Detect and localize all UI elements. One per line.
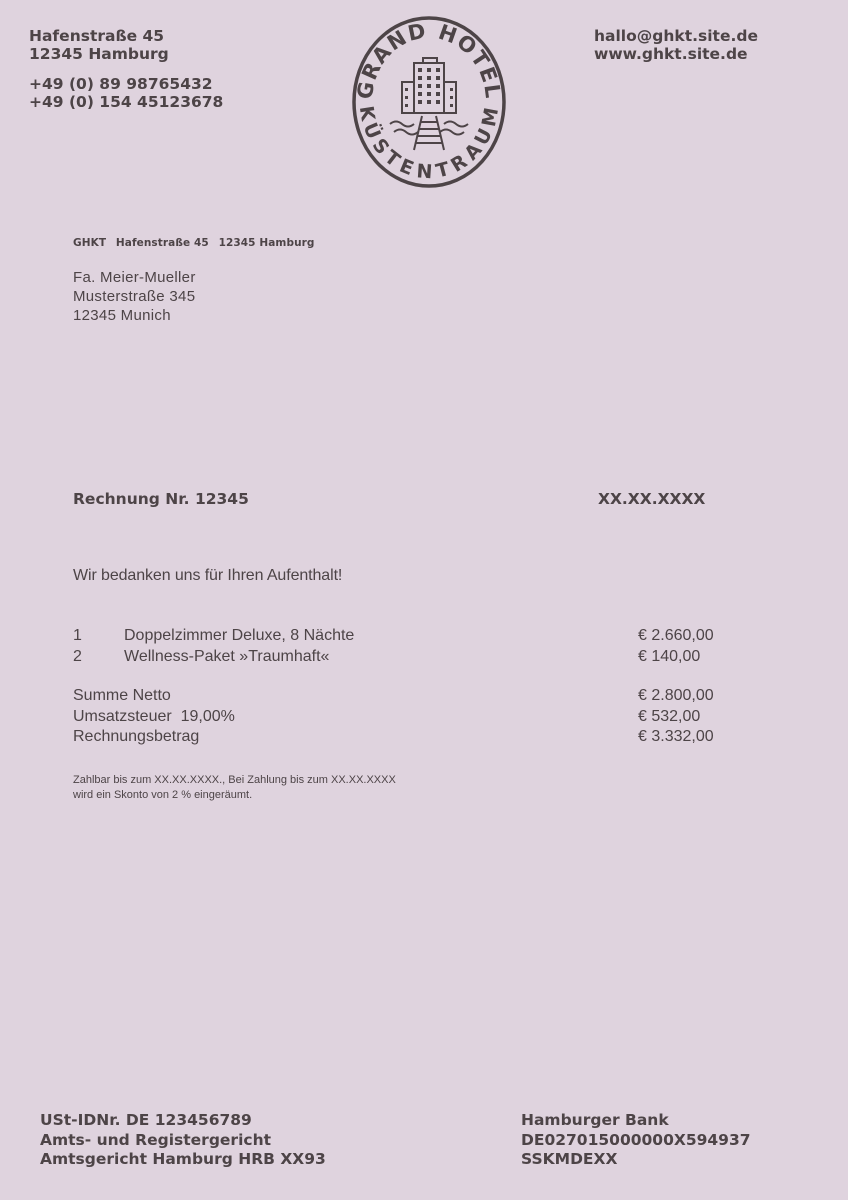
invoice-totals — [73, 686, 723, 748]
totals-label: Rechnungsbetrag — [73, 728, 200, 745]
totals-row — [73, 707, 723, 728]
list-item — [73, 626, 723, 647]
list-item — [73, 647, 723, 668]
sender-return-line — [73, 237, 321, 249]
totals-value: € 532,00 — [638, 707, 701, 725]
sender-street: Hafenstraße 45 — [115, 237, 209, 249]
svg-text:GRAND HOTEL — [353, 19, 506, 101]
invoice-title: Rechnung Nr. 12345 — [73, 490, 249, 508]
footer-register-court: Amtsgericht Hamburg HRB XX93 — [40, 1150, 326, 1168]
header-email: hallo@ghkt.site.de — [594, 27, 758, 45]
item-price: € 140,00 — [638, 647, 701, 665]
item-price: € 2.660,00 — [638, 627, 714, 644]
hotel-logo — [350, 14, 508, 188]
sender-city: 12345 Hamburg — [218, 237, 315, 249]
recipient-city: 12345 Munich — [73, 307, 171, 324]
totals-value: € 2.800,00 — [638, 687, 714, 704]
payment-note-line-2: wird ein Skonto von 2 % eingeräumt. — [73, 788, 253, 801]
invoice-date: XX.XX.XXXX — [598, 490, 706, 508]
logo-text-bottom: KÜSTENTRAUM — [355, 104, 503, 183]
totals-label: Summe Netto — [73, 687, 171, 704]
header-city: 12345 Hamburg — [29, 45, 169, 63]
totals-row — [73, 686, 723, 707]
recipient-street: Musterstraße 345 — [73, 288, 196, 305]
footer-bic: SSKMDEXX — [521, 1150, 618, 1168]
item-number: 1 — [73, 627, 82, 644]
footer-legal — [40, 1111, 326, 1170]
item-description: Wellness-Paket »Traumhaft« — [124, 647, 330, 665]
hotel-building-icon — [350, 14, 508, 188]
totals-row — [73, 727, 723, 748]
sender-company: GHKT — [73, 237, 107, 249]
payment-note-line-1: Zahlbar bis zum XX.XX.XXXX., Bei Zahlung bis zum XX.XX.XXXX — [73, 774, 396, 786]
totals-value: € 3.332,00 — [638, 728, 714, 745]
header-contact-right — [594, 27, 758, 63]
header-website: www.ghkt.site.de — [594, 45, 748, 63]
header-phone-2: +49 (0) 154 45123678 — [29, 93, 224, 111]
header-phone-1: +49 (0) 89 98765432 — [29, 75, 213, 93]
item-number: 2 — [73, 647, 82, 665]
footer-bank-name: Hamburger Bank — [521, 1111, 669, 1129]
thank-you-text: Wir bedanken uns für Ihren Aufenthalt! — [73, 567, 343, 584]
recipient-address — [73, 268, 196, 325]
header-street: Hafenstraße 45 — [29, 27, 165, 45]
header-contact-left — [29, 27, 223, 111]
footer-vat-id: USt-IDNr. DE 123456789 — [40, 1111, 252, 1129]
footer-register-label: Amts- und Registergericht — [40, 1130, 272, 1149]
totals-label: Umsatzsteuer 19,00% — [73, 707, 235, 725]
footer-iban: DE027015000000X594937 — [521, 1130, 751, 1149]
payment-note — [73, 773, 396, 802]
footer-bank — [521, 1111, 751, 1170]
recipient-name: Fa. Meier-Mueller — [73, 269, 196, 286]
item-description: Doppelzimmer Deluxe, 8 Nächte — [124, 627, 355, 644]
logo-text-top: GRAND HOTEL — [352, 18, 506, 101]
invoice-items — [73, 626, 723, 667]
